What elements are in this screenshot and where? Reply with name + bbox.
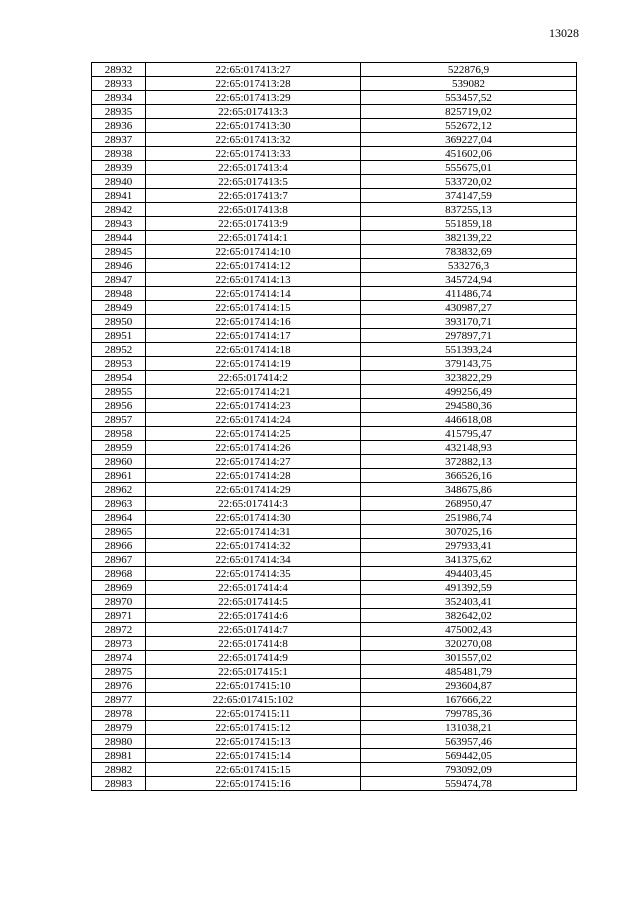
row-number-cell: 28939: [92, 161, 146, 175]
table-row: [92, 287, 577, 301]
table-row: [92, 63, 577, 77]
cadastral-number-cell: 22:65:017414:35: [146, 567, 361, 581]
row-number-cell: 28971: [92, 609, 146, 623]
row-number-cell: 28932: [92, 63, 146, 77]
row-number-cell: 28964: [92, 511, 146, 525]
table-row: [92, 343, 577, 357]
table-row: [92, 357, 577, 371]
value-cell: 348675,86: [361, 483, 577, 497]
value-cell: 551859,18: [361, 217, 577, 231]
value-cell: 432148,93: [361, 441, 577, 455]
table-row: [92, 441, 577, 455]
row-number-cell: 28969: [92, 581, 146, 595]
row-number-cell: 28935: [92, 105, 146, 119]
value-cell: 475002,43: [361, 623, 577, 637]
value-cell: 268950,47: [361, 497, 577, 511]
cadastral-number-cell: 22:65:017414:27: [146, 455, 361, 469]
value-cell: 307025,16: [361, 525, 577, 539]
table-body: [92, 63, 577, 791]
value-cell: 379143,75: [361, 357, 577, 371]
row-number-cell: 28941: [92, 189, 146, 203]
table-row: [92, 637, 577, 651]
cadastral-number-cell: 22:65:017414:23: [146, 399, 361, 413]
cadastral-number-cell: 22:65:017413:28: [146, 77, 361, 91]
row-number-cell: 28940: [92, 175, 146, 189]
value-cell: 345724,94: [361, 273, 577, 287]
value-cell: 837255,13: [361, 203, 577, 217]
cadastral-number-cell: 22:65:017413:8: [146, 203, 361, 217]
row-number-cell: 28950: [92, 315, 146, 329]
row-number-cell: 28967: [92, 553, 146, 567]
row-number-cell: 28956: [92, 399, 146, 413]
value-cell: 494403,45: [361, 567, 577, 581]
value-cell: 301557,02: [361, 651, 577, 665]
table-row: [92, 763, 577, 777]
row-number-cell: 28937: [92, 133, 146, 147]
row-number-cell: 28968: [92, 567, 146, 581]
table-row: [92, 455, 577, 469]
cadastral-number-cell: 22:65:017414:32: [146, 539, 361, 553]
cadastral-number-cell: 22:65:017415:13: [146, 735, 361, 749]
row-number-cell: 28961: [92, 469, 146, 483]
value-cell: 293604,87: [361, 679, 577, 693]
row-number-cell: 28966: [92, 539, 146, 553]
cadastral-number-cell: 22:65:017414:10: [146, 245, 361, 259]
value-cell: 430987,27: [361, 301, 577, 315]
table-row: [92, 105, 577, 119]
row-number-cell: 28970: [92, 595, 146, 609]
table-row: [92, 609, 577, 623]
row-number-cell: 28953: [92, 357, 146, 371]
table-row: [92, 693, 577, 707]
table-row: [92, 777, 577, 791]
value-cell: 799785,36: [361, 707, 577, 721]
cadastral-number-cell: 22:65:017414:3: [146, 497, 361, 511]
row-number-cell: 28962: [92, 483, 146, 497]
cadastral-number-cell: 22:65:017414:28: [146, 469, 361, 483]
cadastral-number-cell: 22:65:017414:14: [146, 287, 361, 301]
cadastral-number-cell: 22:65:017414:7: [146, 623, 361, 637]
table-row: [92, 581, 577, 595]
value-cell: 297933,41: [361, 539, 577, 553]
cadastral-number-cell: 22:65:017414:21: [146, 385, 361, 399]
cadastral-number-cell: 22:65:017413:7: [146, 189, 361, 203]
row-number-cell: 28981: [92, 749, 146, 763]
value-cell: 451602,06: [361, 147, 577, 161]
cadastral-number-cell: 22:65:017414:17: [146, 329, 361, 343]
value-cell: 411486,74: [361, 287, 577, 301]
cadastral-number-cell: 22:65:017414:2: [146, 371, 361, 385]
table-row: [92, 273, 577, 287]
cadastral-number-cell: 22:65:017415:102: [146, 693, 361, 707]
page-number: 13028: [549, 26, 579, 40]
table-row: [92, 203, 577, 217]
value-cell: 522876,9: [361, 63, 577, 77]
table-row: [92, 469, 577, 483]
table-row: [92, 539, 577, 553]
value-cell: 793092,09: [361, 763, 577, 777]
row-number-cell: 28945: [92, 245, 146, 259]
cadastral-number-cell: 22:65:017415:16: [146, 777, 361, 791]
value-cell: 499256,49: [361, 385, 577, 399]
cadastral-number-cell: 22:65:017414:13: [146, 273, 361, 287]
table-row: [92, 91, 577, 105]
cadastral-number-cell: 22:65:017414:29: [146, 483, 361, 497]
row-number-cell: 28974: [92, 651, 146, 665]
cadastral-number-cell: 22:65:017415:12: [146, 721, 361, 735]
cadastral-number-cell: 22:65:017414:12: [146, 259, 361, 273]
table-row: [92, 735, 577, 749]
value-cell: 491392,59: [361, 581, 577, 595]
value-cell: 555675,01: [361, 161, 577, 175]
value-cell: 533720,02: [361, 175, 577, 189]
row-number-cell: 28952: [92, 343, 146, 357]
row-number-cell: 28948: [92, 287, 146, 301]
cadastral-number-cell: 22:65:017414:34: [146, 553, 361, 567]
row-number-cell: 28936: [92, 119, 146, 133]
value-cell: 369227,04: [361, 133, 577, 147]
row-number-cell: 28955: [92, 385, 146, 399]
table-row: [92, 175, 577, 189]
table-row: [92, 77, 577, 91]
cadastral-number-cell: 22:65:017414:9: [146, 651, 361, 665]
cadastral-number-cell: 22:65:017414:18: [146, 343, 361, 357]
table-row: [92, 301, 577, 315]
row-number-cell: 28975: [92, 665, 146, 679]
table-row: [92, 147, 577, 161]
value-cell: 569442,05: [361, 749, 577, 763]
table-row: [92, 749, 577, 763]
value-cell: 131038,21: [361, 721, 577, 735]
row-number-cell: 28982: [92, 763, 146, 777]
value-cell: 825719,02: [361, 105, 577, 119]
value-cell: 382139,22: [361, 231, 577, 245]
value-cell: 341375,62: [361, 553, 577, 567]
table-row: [92, 189, 577, 203]
row-number-cell: 28978: [92, 707, 146, 721]
value-cell: 352403,41: [361, 595, 577, 609]
table-row: [92, 427, 577, 441]
table-row: [92, 525, 577, 539]
row-number-cell: 28942: [92, 203, 146, 217]
table-row: [92, 651, 577, 665]
value-cell: 415795,47: [361, 427, 577, 441]
value-cell: 563957,46: [361, 735, 577, 749]
value-cell: 533276,3: [361, 259, 577, 273]
table-row: [92, 623, 577, 637]
cadastral-number-cell: 22:65:017413:33: [146, 147, 361, 161]
cadastral-number-cell: 22:65:017415:10: [146, 679, 361, 693]
cadastral-number-cell: 22:65:017414:4: [146, 581, 361, 595]
cadastral-number-cell: 22:65:017413:9: [146, 217, 361, 231]
row-number-cell: 28944: [92, 231, 146, 245]
cadastral-number-cell: 22:65:017415:1: [146, 665, 361, 679]
table-row: [92, 161, 577, 175]
cadastral-number-cell: 22:65:017415:11: [146, 707, 361, 721]
value-cell: 372882,13: [361, 455, 577, 469]
table-row: [92, 245, 577, 259]
value-cell: 323822,29: [361, 371, 577, 385]
table-row: [92, 329, 577, 343]
cadastral-number-cell: 22:65:017414:8: [146, 637, 361, 651]
table-row: [92, 665, 577, 679]
row-number-cell: 28946: [92, 259, 146, 273]
value-cell: 294580,36: [361, 399, 577, 413]
table-row: [92, 707, 577, 721]
cadastral-number-cell: 22:65:017414:24: [146, 413, 361, 427]
table-row: [92, 497, 577, 511]
table-row: [92, 231, 577, 245]
row-number-cell: 28980: [92, 735, 146, 749]
value-cell: 485481,79: [361, 665, 577, 679]
cadastral-number-cell: 22:65:017413:4: [146, 161, 361, 175]
row-number-cell: 28933: [92, 77, 146, 91]
cadastral-number-cell: 22:65:017414:6: [146, 609, 361, 623]
cadastral-number-cell: 22:65:017415:15: [146, 763, 361, 777]
table-row: [92, 721, 577, 735]
table-row: [92, 133, 577, 147]
table-row: [92, 259, 577, 273]
row-number-cell: 28973: [92, 637, 146, 651]
row-number-cell: 28954: [92, 371, 146, 385]
table-row: [92, 595, 577, 609]
row-number-cell: 28965: [92, 525, 146, 539]
value-cell: 393170,71: [361, 315, 577, 329]
cadastral-number-cell: 22:65:017413:3: [146, 105, 361, 119]
cadastral-number-cell: 22:65:017414:19: [146, 357, 361, 371]
cadastral-number-cell: 22:65:017414:31: [146, 525, 361, 539]
value-cell: 539082: [361, 77, 577, 91]
cadastral-number-cell: 22:65:017413:27: [146, 63, 361, 77]
cadastral-number-cell: 22:65:017414:5: [146, 595, 361, 609]
row-number-cell: 28949: [92, 301, 146, 315]
value-cell: 783832,69: [361, 245, 577, 259]
cadastral-number-cell: 22:65:017414:15: [146, 301, 361, 315]
row-number-cell: 28960: [92, 455, 146, 469]
value-cell: 320270,08: [361, 637, 577, 651]
table-row: [92, 567, 577, 581]
row-number-cell: 28979: [92, 721, 146, 735]
row-number-cell: 28943: [92, 217, 146, 231]
row-number-cell: 28958: [92, 427, 146, 441]
table-row: [92, 511, 577, 525]
value-cell: 167666,22: [361, 693, 577, 707]
registry-table: [91, 62, 577, 791]
value-cell: 446618,08: [361, 413, 577, 427]
row-number-cell: 28959: [92, 441, 146, 455]
table-row: [92, 315, 577, 329]
cadastral-number-cell: 22:65:017413:32: [146, 133, 361, 147]
cadastral-number-cell: 22:65:017414:16: [146, 315, 361, 329]
cadastral-number-cell: 22:65:017413:30: [146, 119, 361, 133]
value-cell: 382642,02: [361, 609, 577, 623]
value-cell: 559474,78: [361, 777, 577, 791]
value-cell: 374147,59: [361, 189, 577, 203]
table-row: [92, 217, 577, 231]
cadastral-number-cell: 22:65:017415:14: [146, 749, 361, 763]
value-cell: 366526,16: [361, 469, 577, 483]
row-number-cell: 28972: [92, 623, 146, 637]
table-row: [92, 399, 577, 413]
value-cell: 551393,24: [361, 343, 577, 357]
cadastral-number-cell: 22:65:017413:29: [146, 91, 361, 105]
value-cell: 553457,52: [361, 91, 577, 105]
row-number-cell: 28934: [92, 91, 146, 105]
cadastral-number-cell: 22:65:017414:30: [146, 511, 361, 525]
row-number-cell: 28938: [92, 147, 146, 161]
row-number-cell: 28976: [92, 679, 146, 693]
table-row: [92, 413, 577, 427]
table-row: [92, 679, 577, 693]
row-number-cell: 28957: [92, 413, 146, 427]
row-number-cell: 28951: [92, 329, 146, 343]
table-row: [92, 119, 577, 133]
cadastral-number-cell: 22:65:017414:1: [146, 231, 361, 245]
table-row: [92, 553, 577, 567]
cadastral-number-cell: 22:65:017414:26: [146, 441, 361, 455]
value-cell: 552672,12: [361, 119, 577, 133]
value-cell: 251986,74: [361, 511, 577, 525]
table-row: [92, 385, 577, 399]
cadastral-number-cell: 22:65:017413:5: [146, 175, 361, 189]
row-number-cell: 28963: [92, 497, 146, 511]
table-row: [92, 483, 577, 497]
value-cell: 297897,71: [361, 329, 577, 343]
row-number-cell: 28947: [92, 273, 146, 287]
row-number-cell: 28983: [92, 777, 146, 791]
cadastral-number-cell: 22:65:017414:25: [146, 427, 361, 441]
table-row: [92, 371, 577, 385]
row-number-cell: 28977: [92, 693, 146, 707]
